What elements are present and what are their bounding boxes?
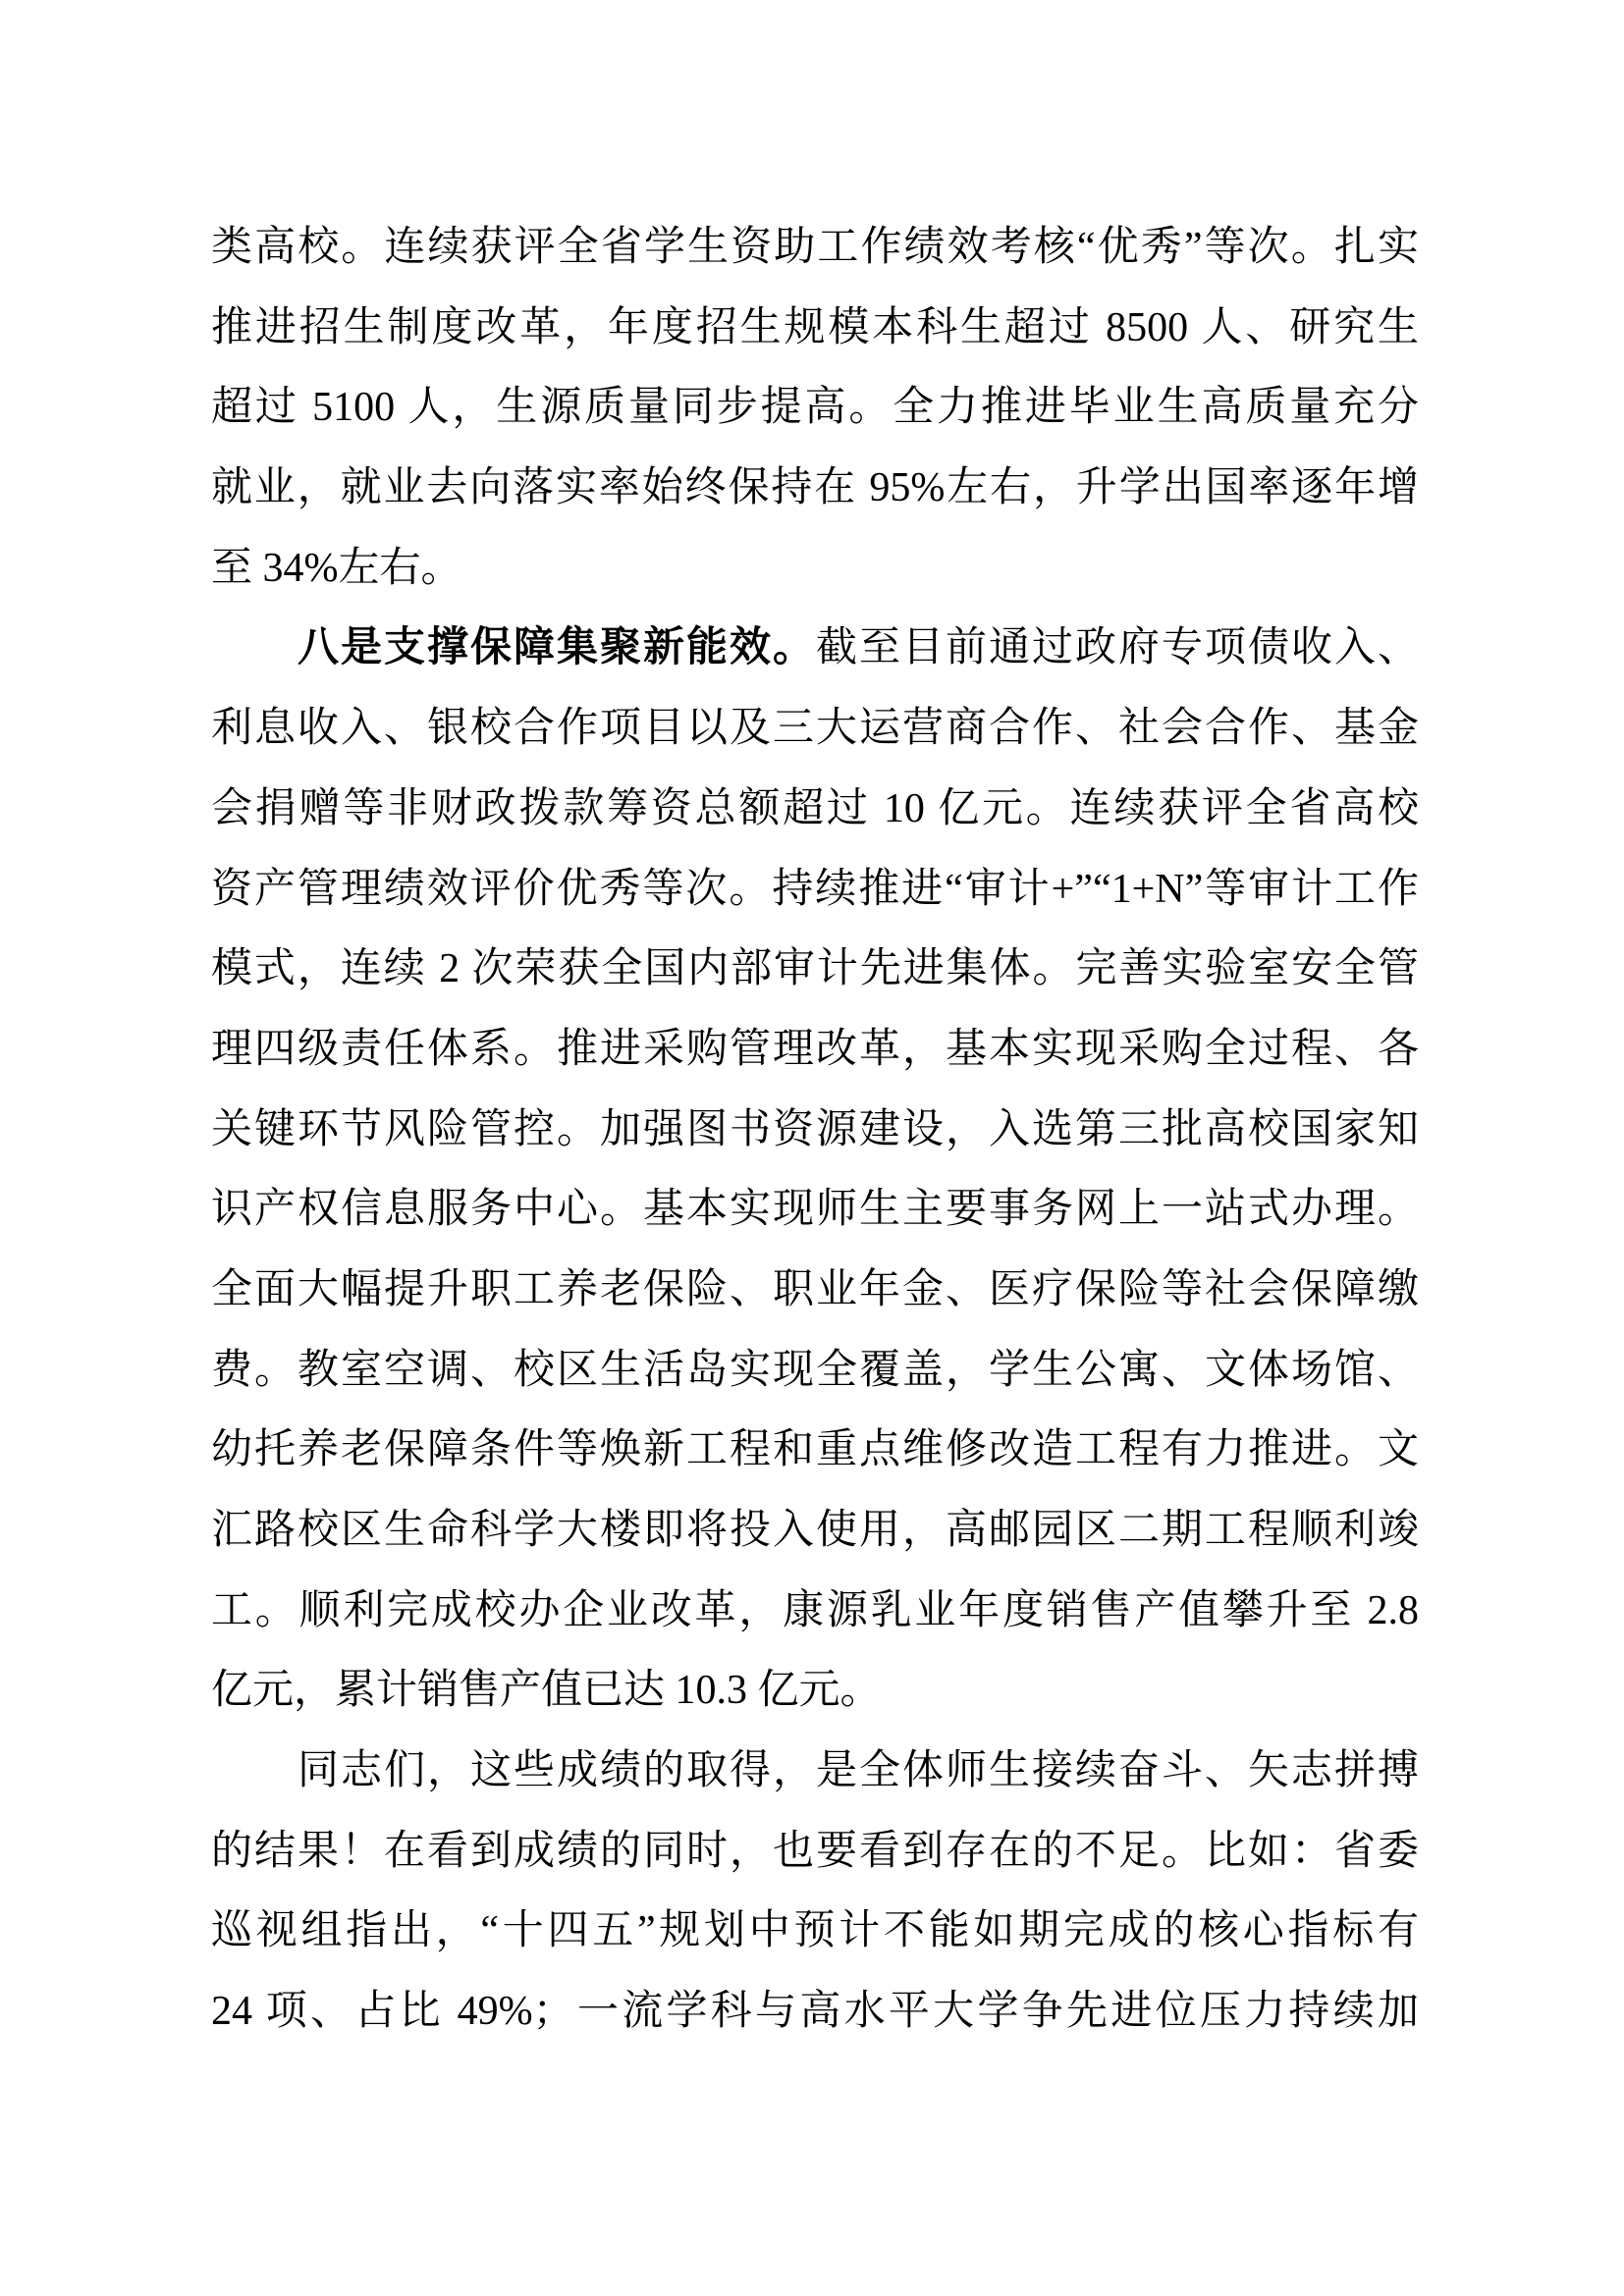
text-line: 亿元，累计销售产值已达 10.3 亿元。: [211, 1668, 882, 1714]
text-line: 汇路校区生命科学大楼即将投入使用，高邮园区二期工程顺利竣: [211, 1508, 1419, 1553]
paragraph-admissions-continuation: [211, 208, 1419, 609]
text-line: 模式，连续 2 次荣获全国内部审计先进集体。完善实验室安全管: [211, 946, 1419, 992]
text-line: 费。教室空调、校区生活岛实现全覆盖，学生公寓、文体场馆、: [211, 1347, 1419, 1393]
text-line: 超过 5100 人，生源质量同步提高。全力推进毕业生高质量充分: [211, 385, 1419, 431]
text-line: 幼托养老保障条件等焕新工程和重点维修改造工程有力推进。文: [211, 1427, 1419, 1473]
text-line: 全面大幅提升职工养老保险、职业年金、医疗保险等社会保障缴: [211, 1266, 1419, 1312]
text-line: 工。顺利完成校办企业改革，康源乳业年度销售产值攀升至 2.8: [211, 1587, 1419, 1633]
text-line: 同志们，这些成绩的取得，是全体师生接续奋斗、矢志拼搏: [298, 1748, 1419, 1794]
text-line: 类高校。连续获评全省学生资助工作绩效考核“优秀”等次。扎实: [211, 225, 1419, 270]
text-line: 巡视组指出，“十四五”规划中预计不能如期完成的核心指标有: [211, 1908, 1419, 1954]
text-line: [211, 609, 1419, 689]
document-body: [211, 208, 1419, 2053]
text-line: 就业，就业去向落实率始终保持在 95%左右，升学出国率逐年增: [211, 465, 1419, 511]
text-line: 至 34%左右。: [211, 545, 462, 591]
text-line: 利息收入、银校合作项目以及三大运营商合作、社会合作、基金: [211, 706, 1419, 752]
line-text: 截至目前通过政府专项债收入、: [816, 625, 1419, 671]
text-line: 理四级责任体系。推进采购管理改革，基本实现采购全过程、各: [211, 1026, 1419, 1072]
text-line: 资产管理绩效评价优秀等次。持续推进“审计+”“1+N”等审计工作: [211, 866, 1419, 912]
text-line: 推进招生制度改革，年度招生规模本科生超过 8500 人、研究生: [211, 304, 1419, 350]
bold-lead-text: 八是支撑保障集聚新能效。: [298, 625, 816, 671]
text-line: 会捐赠等非财政拨款筹资总额超过 10 亿元。连续获评全省高校: [211, 785, 1419, 831]
paragraph-comrades-summary: [211, 1732, 1419, 2053]
text-line: 关键环节风险管控。加强图书资源建设，入选第三批高校国家知: [211, 1106, 1419, 1152]
paragraph-eight-support-guarantee: [211, 609, 1419, 1732]
text-line: 24 项、占比 49%；一流学科与高水平大学争先进位压力持续加: [211, 1989, 1419, 2035]
text-line: 识产权信息服务中心。基本实现师生主要事务网上一站式办理。: [211, 1187, 1419, 1233]
text-line: 的结果！在看到成绩的同时，也要看到存在的不足。比如：省委: [211, 1828, 1419, 1874]
